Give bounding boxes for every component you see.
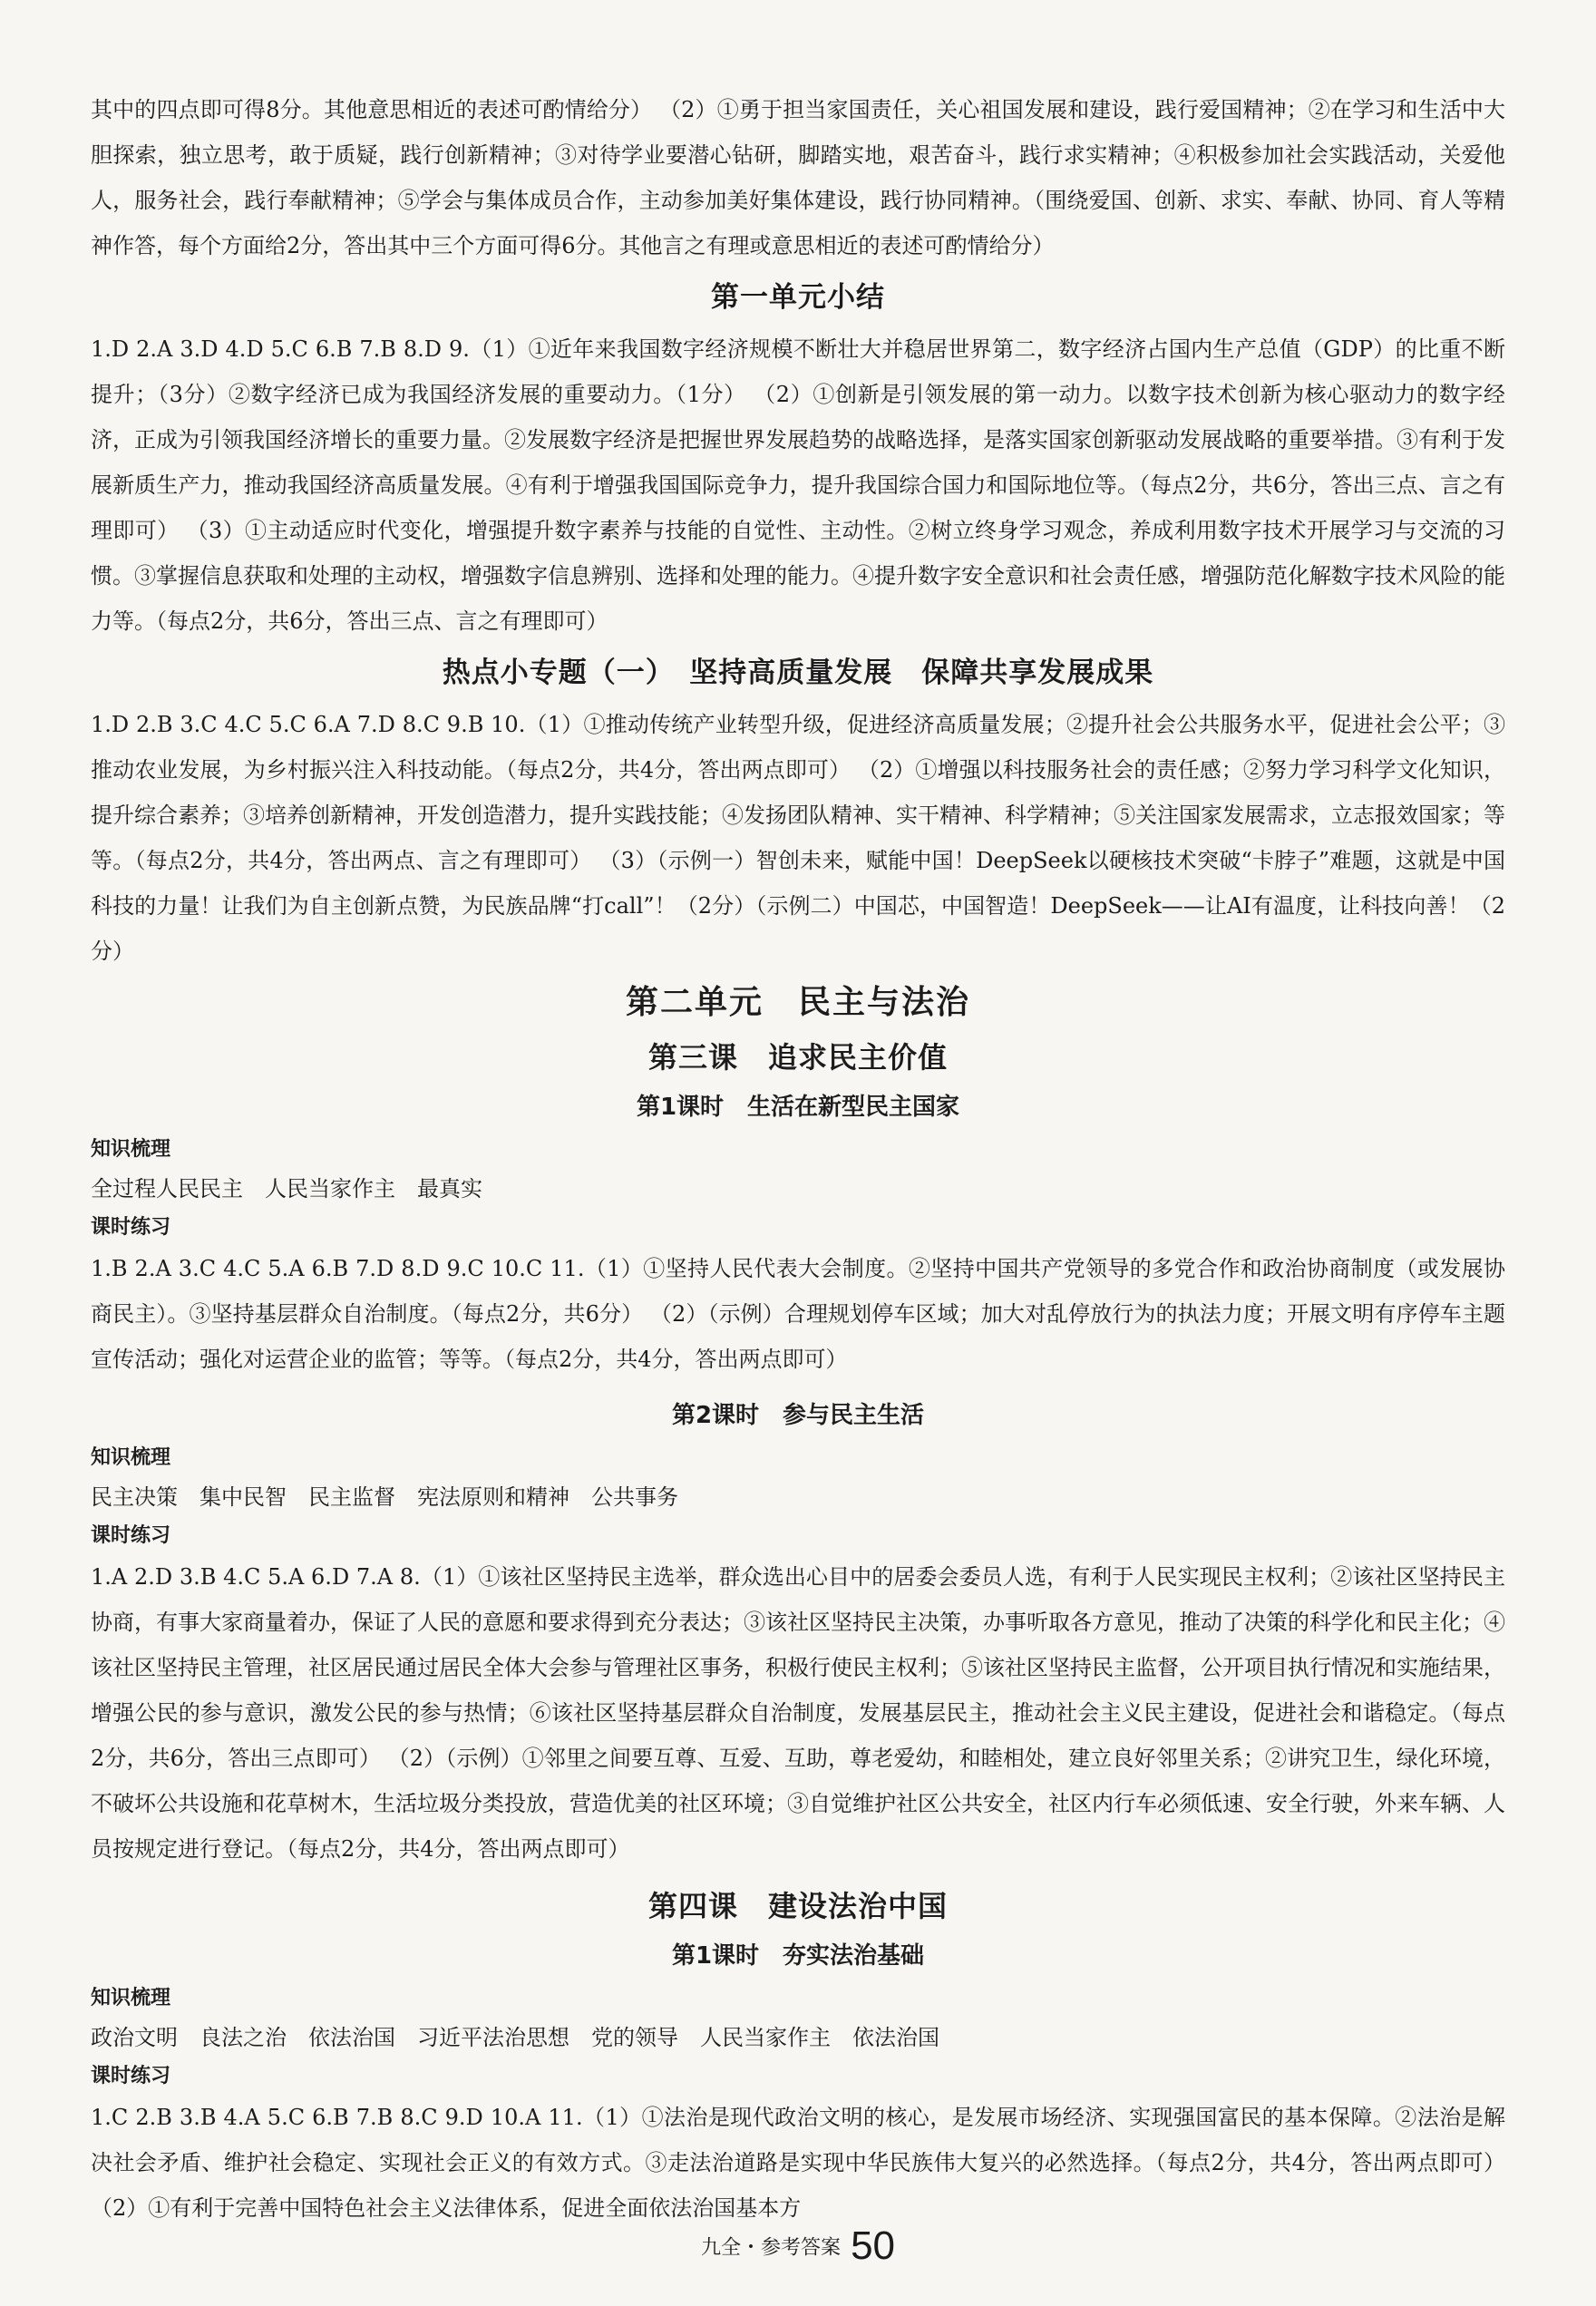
practice-answers: 1.B 2.A 3.C 4.C 5.A 6.B 7.D 8.D 9.C 10.C 11.（1）①坚持人民代表大会制度。②坚持中国共产党领导的多党合作和政治协商制度（或发展协商民主）。③坚持基层群众自治制度。（每点2分，共6分） （2）（示例）合理规划停车区域；加大对乱停放行为的执法力度；开展文明有序停车主题宣传活动；强化对运营企业的监管；等等。（每点2分，共4分，答出两点即可）: [91, 1256, 1505, 1372]
page-content: [91, 87, 1505, 2231]
practice-answers: 1.C 2.B 3.B 4.A 5.C 6.B 7.B 8.C 9.D 10.A 11.（1）①法治是现代政治文明的核心，是发展市场经济、实现强国富民的基本保障。②法治是解决社会矛盾、维护社会稳定、实现社会正义的有效方式。③走法治道路是实现中华民族伟大复兴的必然选择。（每点2分，共4分，答出两点即可） （2）①有利于完善中国特色社会主义法律体系，促进全面依法治国基本方: [91, 2105, 1505, 2221]
lesson3-period2-title: 第2课时 参与民主生活: [671, 1402, 925, 1429]
footer-text: 九全・参考答案: [700, 2236, 841, 2260]
lesson4-period1-title: 第1课时 夯实法治基础: [671, 1942, 925, 1970]
unit1-summary-answers: 1.D 2.A 3.D 4.D 5.C 6.B 7.B 8.D 9.（1）①近年来我国数字经济规模不断壮大并稳居世界第二，数字经济占国内生产总值（GDP）的比重不断提升；（3分）②数字经济已成为我国经济发展的重要动力。（1分） （2）①创新是引领发展的第一动力。以数字技术创新为核心驱动力的数字经济，正成为引领我国经济增长的重要力量。②发展数字经济是把握世界发展趋势的战略选择，是落实国家创新驱动发展战略的重要举措。③有利于发展新质生产力，推动我国经济高质量发展。④有利于增强我国国际竞争力，提升我国综合国力和国际地位等。（每点2分，共6分，答出三点、言之有理即可） （3）①主动适应时代变化，增强提升数字素养与技能的自觉性、主动性。②树立终身学习观念，养成利用数字技术开展学习与交流的习惯。③掌握信息获取和处理的主动权，增强数字信息辨别、选择和处理的能力。④提升数字安全意识和社会责任感，增强防范化解数字技术风险的能力等。（每点2分，共6分，答出三点、言之有理即可）: [91, 336, 1505, 634]
knowledge-points: 民主决策 集中民智 民主监督 宪法原则和精神 公共事务: [91, 1484, 678, 1510]
page-number: 50: [851, 2223, 896, 2268]
practice-answers: 1.A 2.D 3.B 4.C 5.A 6.D 7.A 8.（1）①该社区坚持民主选举，群众选出心目中的居委会委员人选，有利于人民实现民主权利；②该社区坚持民主协商，有事大家商量着办，保证了人民的意愿和要求得到充分表达；③该社区坚持民主决策，办事听取各方意见，推动了决策的科学化和民主化；④该社区坚持民主管理，社区居民通过居民全体大会参与管理社区事务，积极行使民主权利；⑤该社区坚持民主监督，公开项目执行情况和实施结果，增强公民的参与意识，激发公民的参与热情；⑥该社区坚持基层群众自治制度，发展基层民主，推动社会主义民主建设，促进社会和谐稳定。（每点2分，共6分，答出三点即可） （2）（示例）①邻里之间要互尊、互爱、互助，尊老爱幼，和睦相处，建立良好邻里关系；②讲究卫生，绿化环境，不破坏公共设施和花草树木，生活垃圾分类投放，营造优美的社区环境；③自觉维护社区公共安全，社区内行车必须低速、安全行驶，外来车辆、人员按规定进行登记。（每点2分，共4分，答出两点即可）: [91, 1564, 1505, 1862]
practice-label: 课时练习: [91, 1216, 171, 1239]
lesson3-period1-title: 第1课时 生活在新型民主国家: [636, 1094, 960, 1121]
knowledge-label: 知识梳理: [91, 1138, 171, 1161]
lesson4-title: 第四课 建设法治中国: [647, 1889, 948, 1923]
knowledge-label: 知识梳理: [91, 1987, 171, 2009]
hot-topic-title: 热点小专题（一） 坚持高质量发展 保障共享发展成果: [442, 657, 1154, 689]
hot-topic-answers: 1.D 2.B 3.C 4.C 5.C 6.A 7.D 8.C 9.B 10.（1）①推动传统产业转型升级，促进经济高质量发展；②提升社会公共服务水平，促进社会公平；③推动农业发展，为乡村振兴注入科技动能。（每点2分，共4分，答出两点即可） （2）①增强以科技服务社会的责任感；②努力学习科学文化知识，提升综合素养；③培养创新精神，开发创造潜力，提升实践技能；④发扬团队精神、实干精神、科学精神；⑤关注国家发展需求，立志报效国家；等等。（每点2分，共4分，答出两点、言之有理即可） （3）（示例一）智创未来，赋能中国！DeepSeek以硬核技术突破“卡脖子”难题，这就是中国科技的力量！让我们为自主创新点赞，为民族品牌“打call”！（2分）（示例二）中国芯，中国智造！DeepSeek——让AI有温度，让科技向善！（2分）: [91, 712, 1505, 964]
lesson3-title: 第三课 追求民主价值: [647, 1040, 948, 1075]
knowledge-points: 全过程人民民主 人民当家作主 最真实: [91, 1176, 482, 1202]
unit1-summary-title: 第一单元小结: [711, 281, 885, 314]
intro-paragraph: 其中的四点即可得8分。其他意思相近的表述可酌情给分） （2）①勇于担当家国责任，关心祖国发展和建设，践行爱国精神；②在学习和生活中大胆探索，独立思考，敢于质疑，践行创新精神；③对待学业要潜心钻研，脚踏实地，艰苦奋斗，践行求实精神；④积极参加社会实践活动，关爱他人，服务社会，践行奉献精神；⑤学会与集体成员合作，主动参加美好集体建设，践行协同精神。（围绕爱国、创新、求实、奉献、协同、育人等精神作答，每个方面给2分，答出其中三个方面可得6分。其他言之有理或意思相近的表述可酌情给分）: [91, 97, 1505, 258]
page-footer: [0, 2223, 1596, 2269]
unit2-title: 第二单元 民主与法治: [625, 984, 970, 1021]
knowledge-label: 知识梳理: [91, 1446, 171, 1469]
practice-label: 课时练习: [91, 1524, 171, 1547]
practice-label: 课时练习: [91, 2065, 171, 2087]
knowledge-points: 政治文明 良法之治 依法治国 习近平法治思想 党的领导 人民当家作主 依法治国: [91, 2025, 939, 2050]
